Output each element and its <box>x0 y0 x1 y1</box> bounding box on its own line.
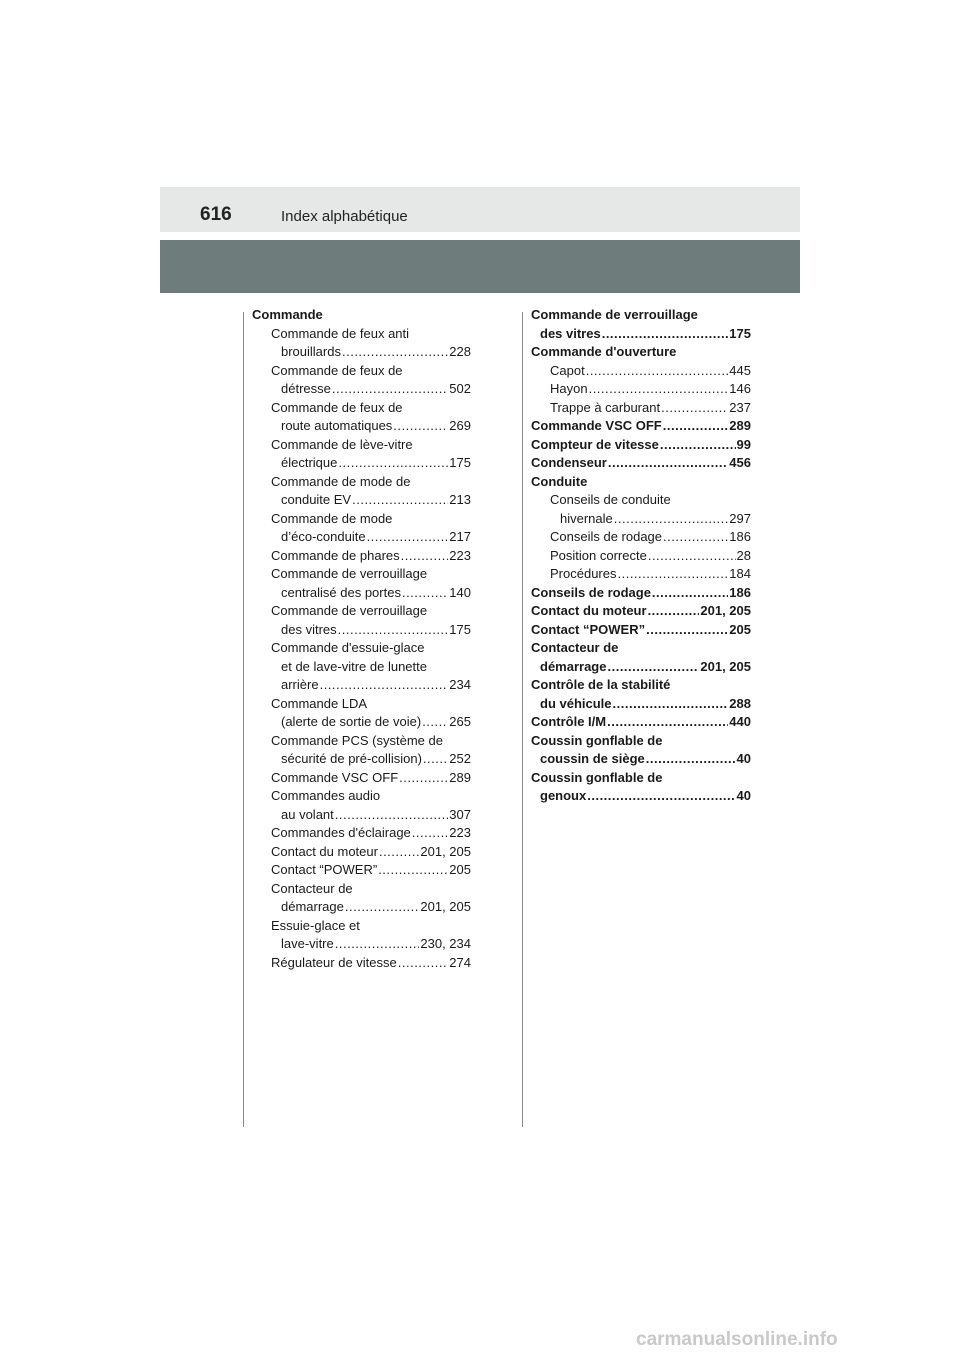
index-entry <box>531 621 751 640</box>
index-entry-text: arrière <box>281 677 319 692</box>
index-entry-page: 237 <box>729 399 751 415</box>
dot-leader <box>412 824 449 843</box>
index-entry <box>252 565 471 584</box>
index-entry <box>531 473 751 492</box>
index-entry <box>531 306 751 325</box>
index-entry-text: Contact du moteur <box>271 843 378 859</box>
index-entry-page: 440 <box>729 714 751 729</box>
dot-leader <box>614 510 729 529</box>
index-entry <box>252 806 471 825</box>
index-column-right <box>531 306 751 806</box>
index-entry-text: Conseils de conduite <box>550 492 671 507</box>
index-entry-text: Essuie-glace et <box>271 917 360 933</box>
index-entry-text: Conseils de rodage <box>531 584 651 600</box>
index-entry-text: Capot <box>550 362 585 378</box>
index-entry <box>252 528 471 547</box>
index-entry-text: hivernale <box>560 510 613 526</box>
dot-leader <box>663 528 728 547</box>
index-entry-text: Commandes d'éclairage <box>271 825 411 840</box>
dot-leader <box>648 547 736 566</box>
index-entry-page: 186 <box>729 584 751 600</box>
index-entry-text: au volant <box>281 806 334 822</box>
index-entry-text: Commande de feux de <box>271 399 403 415</box>
dot-leader <box>652 584 728 603</box>
dot-leader <box>660 436 736 455</box>
index-entry-page: 213 <box>449 492 471 507</box>
index-entry <box>531 528 751 547</box>
index-entry <box>252 843 471 862</box>
index-entry-text: Contacteur de <box>531 640 619 655</box>
index-entry-text: d’éco-conduite <box>281 529 366 544</box>
index-entry-page: 175 <box>729 325 751 341</box>
index-entry <box>531 547 751 566</box>
section-title: Index alphabétique <box>281 208 408 225</box>
index-entry-page: 99 <box>736 436 751 452</box>
index-entry <box>252 898 471 917</box>
dot-leader <box>646 750 736 769</box>
index-entry-text: Hayon <box>550 381 588 396</box>
index-entry-text: Position correcte <box>550 547 647 563</box>
header-band <box>160 240 800 293</box>
index-entry-text: démarrage <box>281 899 344 914</box>
index-entry <box>252 639 471 658</box>
index-entry <box>252 454 471 473</box>
index-entry-text: Commande de feux de <box>271 362 403 378</box>
index-entry-page: 205 <box>449 862 471 877</box>
index-entry <box>531 399 751 418</box>
dot-leader <box>663 417 729 436</box>
index-entry-page: 205 <box>729 621 751 637</box>
dot-leader <box>402 584 448 603</box>
index-entry-page: 228 <box>449 344 471 359</box>
dot-leader <box>352 491 448 510</box>
index-entry-page: 445 <box>729 362 751 378</box>
index-entry <box>531 676 751 695</box>
index-entry-page: 223 <box>449 547 471 563</box>
index-entry <box>252 399 471 418</box>
index-entry-text: Commande d'ouverture <box>531 344 677 359</box>
index-entry-page: 230, 234 <box>420 936 471 951</box>
dot-leader <box>661 399 728 418</box>
index-entry <box>252 325 471 344</box>
index-entry-page: 40 <box>736 788 751 803</box>
index-entry-text: Contact “POWER” <box>531 621 646 637</box>
index-entry-text: genoux <box>540 788 587 803</box>
index-entry <box>531 325 751 344</box>
index-entry <box>531 602 751 621</box>
dot-leader <box>608 454 728 473</box>
dot-leader <box>342 343 448 362</box>
dot-leader <box>338 621 449 640</box>
index-entry-text: Conseils de rodage <box>550 529 663 544</box>
index-entry-text: route automatiques <box>281 418 393 433</box>
index-entry-text: Procédures <box>550 566 617 581</box>
watermark: carmanualsonline.info <box>636 1329 838 1350</box>
index-entry <box>531 584 751 603</box>
index-entry-text: Commande <box>252 307 323 322</box>
dot-leader <box>617 565 728 584</box>
index-entry <box>531 639 751 658</box>
dot-leader <box>335 806 449 825</box>
index-entry <box>531 380 751 399</box>
dot-leader <box>602 325 729 344</box>
index-entry-text: Compteur de vitesse <box>531 436 659 452</box>
index-entry-page: 456 <box>729 455 751 470</box>
index-entry <box>252 602 471 621</box>
index-entry <box>252 547 471 566</box>
index-entry-text: Commande de verrouillage <box>271 566 428 581</box>
index-entry-page: 175 <box>449 455 471 470</box>
dot-leader <box>338 454 448 473</box>
index-entry <box>531 565 751 584</box>
dot-leader <box>378 861 448 880</box>
dot-leader <box>393 417 448 436</box>
index-entry <box>252 658 471 677</box>
index-entry-page: 265 <box>449 714 471 729</box>
index-entry-text: Contrôle de la stabilité <box>531 677 671 692</box>
dot-leader <box>587 787 735 806</box>
dot-leader <box>332 380 448 399</box>
index-entry <box>531 454 751 473</box>
index-entry <box>252 362 471 381</box>
index-entry-text: centralisé des portes <box>281 584 401 600</box>
index-entry-page: 28 <box>736 547 751 563</box>
index-entry-page: 146 <box>729 381 751 396</box>
index-entry <box>531 732 751 751</box>
index-entry <box>531 658 751 677</box>
index-entry-text: Commande de verrouillage <box>531 307 698 322</box>
index-entry-text: du véhicule <box>540 695 612 711</box>
index-column-left <box>252 306 471 972</box>
index-entry <box>252 769 471 788</box>
index-entry-text: Commande de verrouillage <box>271 603 428 618</box>
index-entry <box>252 695 471 714</box>
page-number: 616 <box>200 204 232 225</box>
index-entry <box>252 732 471 751</box>
index-entry-page: 217 <box>449 529 471 544</box>
index-entry-page: 307 <box>449 806 471 822</box>
index-entry <box>252 436 471 455</box>
index-entry <box>252 473 471 492</box>
left-column-rule <box>243 312 244 1127</box>
index-entry-page: 184 <box>729 566 751 581</box>
dot-leader <box>379 843 419 862</box>
index-entry-page: 186 <box>729 529 751 544</box>
index-entry <box>252 787 471 806</box>
index-entry-text: Commande de lève-vitre <box>271 436 413 452</box>
index-entry <box>531 417 751 436</box>
index-entry-text: Contrôle I/M <box>531 714 607 729</box>
index-entry <box>252 380 471 399</box>
index-entry-text: Régulateur de vitesse <box>271 954 397 970</box>
dot-leader <box>613 695 729 714</box>
index-entry-text: Commande VSC OFF <box>271 769 399 785</box>
index-entry-page: 201, 205 <box>420 899 471 914</box>
dot-leader <box>607 658 699 677</box>
index-entry-page: 297 <box>729 510 751 526</box>
index-entry-text: Commande LDA <box>271 695 368 711</box>
index-entry-page: 289 <box>449 769 471 785</box>
index-entry-text: coussin de siège <box>540 751 645 766</box>
dot-leader <box>422 713 448 732</box>
dot-leader <box>586 362 729 381</box>
index-entry-text: Condenseur <box>531 455 607 470</box>
index-entry <box>252 621 471 640</box>
index-entry-text: Commande de feux anti <box>271 325 410 341</box>
index-entry-page: 288 <box>729 695 751 711</box>
index-entry-page: 201, 205 <box>700 603 751 618</box>
index-entry-text: Coussin gonflable de <box>531 769 663 785</box>
index-entry-text: Contact du moteur <box>531 603 647 618</box>
index-entry <box>531 510 751 529</box>
index-entry <box>252 306 471 325</box>
index-entry <box>531 750 751 769</box>
index-entry-text: (alerte de sortie de voie) <box>281 714 422 729</box>
dot-leader <box>398 954 449 973</box>
index-entry-text: Contact “POWER” <box>271 862 378 877</box>
index-entry-text: Commande de mode <box>271 510 393 526</box>
index-entry <box>252 343 471 362</box>
dot-leader <box>320 676 449 695</box>
index-entry <box>252 713 471 732</box>
dot-leader <box>648 602 700 621</box>
index-entry <box>252 954 471 973</box>
index-entry-text: détresse <box>281 381 331 396</box>
index-entry-page: 269 <box>449 418 471 433</box>
index-entry-text: Contacteur de <box>271 880 353 896</box>
index-entry-page: 252 <box>449 751 471 766</box>
index-entry-text: conduite EV <box>281 492 352 507</box>
index-entry-page: 234 <box>449 677 471 692</box>
dot-leader <box>646 621 728 640</box>
index-entry-text: Commande de phares <box>271 547 400 563</box>
index-entry-text: Coussin gonflable de <box>531 732 663 748</box>
dot-leader <box>423 750 448 769</box>
index-entry-page: 140 <box>449 584 471 600</box>
index-entry-text: Commande VSC OFF <box>531 418 662 433</box>
index-entry <box>252 917 471 936</box>
index-entry <box>252 880 471 899</box>
index-entry-page: 502 <box>449 381 471 396</box>
dot-leader <box>399 769 448 788</box>
index-entry <box>252 750 471 769</box>
index-entry-page: 274 <box>449 954 471 970</box>
index-entry-page: 201, 205 <box>700 658 751 674</box>
dot-leader <box>589 380 729 399</box>
index-entry-page: 223 <box>449 825 471 840</box>
index-entry <box>531 362 751 381</box>
dot-leader <box>335 935 420 954</box>
index-entry-page: 175 <box>449 621 471 637</box>
index-entry-page: 40 <box>736 751 751 766</box>
index-entry-text: lave-vitre <box>281 936 334 951</box>
dot-leader <box>367 528 449 547</box>
index-entry-text: démarrage <box>540 658 607 674</box>
index-entry <box>252 676 471 695</box>
index-entry-text: électrique <box>281 455 338 470</box>
index-entry <box>531 787 751 806</box>
index-entry <box>531 343 751 362</box>
index-entry <box>252 861 471 880</box>
right-column-rule <box>522 312 523 1127</box>
index-entry-text: sécurité de pré-collision) <box>281 751 422 766</box>
dot-leader <box>607 713 728 732</box>
index-entry <box>252 935 471 954</box>
index-entry <box>531 695 751 714</box>
index-entry-text: des vitres <box>281 621 337 637</box>
index-entry-text: Commandes audio <box>271 788 381 803</box>
index-entry <box>531 436 751 455</box>
index-entry-text: Conduite <box>531 473 588 489</box>
index-entry <box>252 417 471 436</box>
index-entry <box>252 491 471 510</box>
dot-leader <box>401 547 449 566</box>
index-entry-text: Trappe à carburant <box>550 399 661 415</box>
index-entry <box>252 824 471 843</box>
index-entry-page: 289 <box>729 418 751 433</box>
index-entry-text: et de lave-vitre de lunette <box>281 658 427 674</box>
index-entry-text: brouillards <box>281 344 341 359</box>
index-entry-page: 201, 205 <box>420 843 471 859</box>
index-entry-text: des vitres <box>540 325 601 341</box>
index-entry-text: Commande PCS (système de <box>271 732 443 748</box>
index-entry <box>531 491 751 510</box>
index-entry <box>531 769 751 788</box>
index-entry-text: Commande d'essuie-glace <box>271 640 425 655</box>
index-entry-text: Commande de mode de <box>271 473 411 489</box>
index-entry <box>252 584 471 603</box>
dot-leader <box>345 898 420 917</box>
header-bar <box>160 187 800 232</box>
index-entry <box>252 510 471 529</box>
index-entry <box>531 713 751 732</box>
